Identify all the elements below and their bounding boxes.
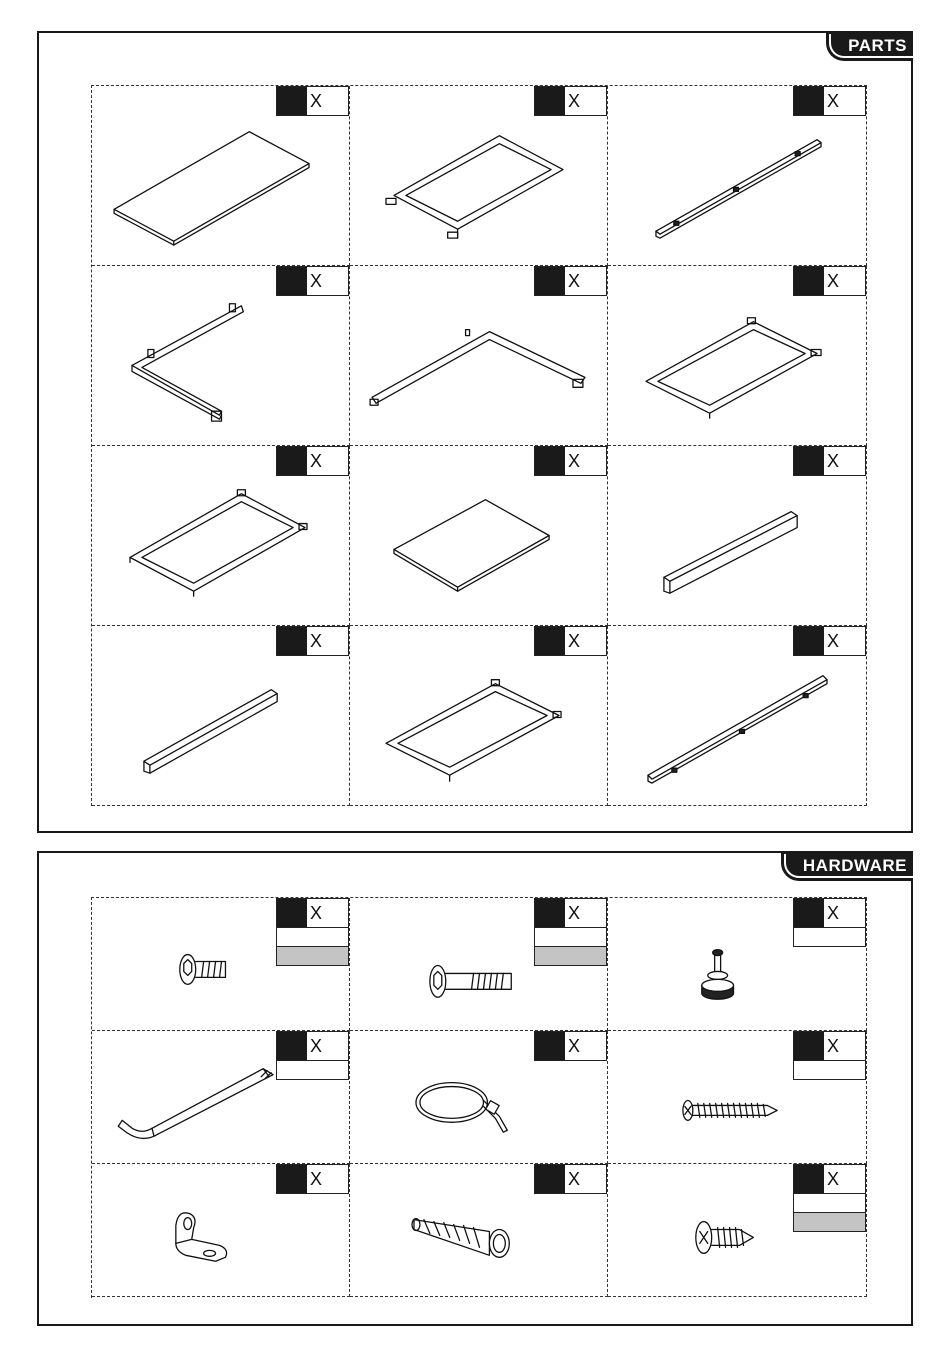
part-cell [350,446,608,626]
quantity-label: X [827,903,840,923]
part-cell [92,86,350,266]
quantity-label: X [568,1169,581,1189]
wood-screw-icon [608,1031,866,1163]
parts-section [37,31,913,833]
rail-with-tabs-icon [608,626,866,805]
quantity-label: X [827,91,840,111]
hardware-section [37,851,913,1326]
part-cell [350,266,608,446]
quantity-label: X [310,91,323,111]
l-frame-icon [92,266,349,445]
quantity-label: X [827,451,840,471]
hardware-cell [608,898,867,1031]
leveling-foot-icon [608,898,866,1030]
part-cell [350,626,608,806]
quantity-label: X [310,451,323,471]
small-frame-icon [608,266,866,445]
quantity-label: X [827,1169,840,1189]
allen-key-icon [92,1031,349,1163]
long-bolt-icon [350,898,607,1030]
short-bar-icon [608,446,866,625]
quantity-label: X [568,903,581,923]
short-bolt-icon [92,898,349,1030]
part-cell [608,266,867,446]
rectangular-frame-icon [350,86,607,265]
quantity-label: X [827,631,840,651]
hardware-title-tab: HARDWARE [781,851,913,881]
wall-anchor-icon [350,1164,607,1296]
angle-bracket-icon [92,1164,349,1296]
part-cell [608,86,867,266]
short-screw-icon [608,1164,866,1296]
cable-tie-icon [350,1031,607,1163]
quantity-label: X [568,91,581,111]
hardware-cell [350,1164,608,1297]
quantity-label: X [568,1036,581,1056]
quantity-label: X [568,631,581,651]
part-cell [92,626,350,806]
part-cell [608,446,867,626]
quantity-label: X [310,1169,323,1189]
part-cell [350,86,608,266]
hardware-cell [608,1031,867,1164]
quantity-label: X [568,451,581,471]
parts-title-tab: PARTS [826,31,913,61]
quantity-label: X [310,271,323,291]
hardware-cell [350,898,608,1031]
bar-icon [92,626,349,805]
hardware-cell [608,1164,867,1297]
hardware-cell [350,1031,608,1164]
quantity-label: X [827,1036,840,1056]
small-panel-icon [350,446,607,625]
hardware-cell [92,898,350,1031]
long-rail-icon [608,86,866,265]
quantity-label: X [568,271,581,291]
large-panel-icon [92,86,349,265]
hardware-cell [92,1031,350,1164]
hardware-cell [92,1164,350,1297]
part-cell [92,446,350,626]
medium-frame-icon [92,446,349,625]
hardware-grid [91,897,867,1298]
quantity-label: X [310,1036,323,1056]
part-cell [608,626,867,806]
frame-icon [350,626,607,805]
quantity-label: X [310,903,323,923]
part-cell [92,266,350,446]
parts-grid [91,85,867,806]
corner-frame-icon [350,266,607,445]
quantity-label: X [827,271,840,291]
quantity-label: X [310,631,323,651]
